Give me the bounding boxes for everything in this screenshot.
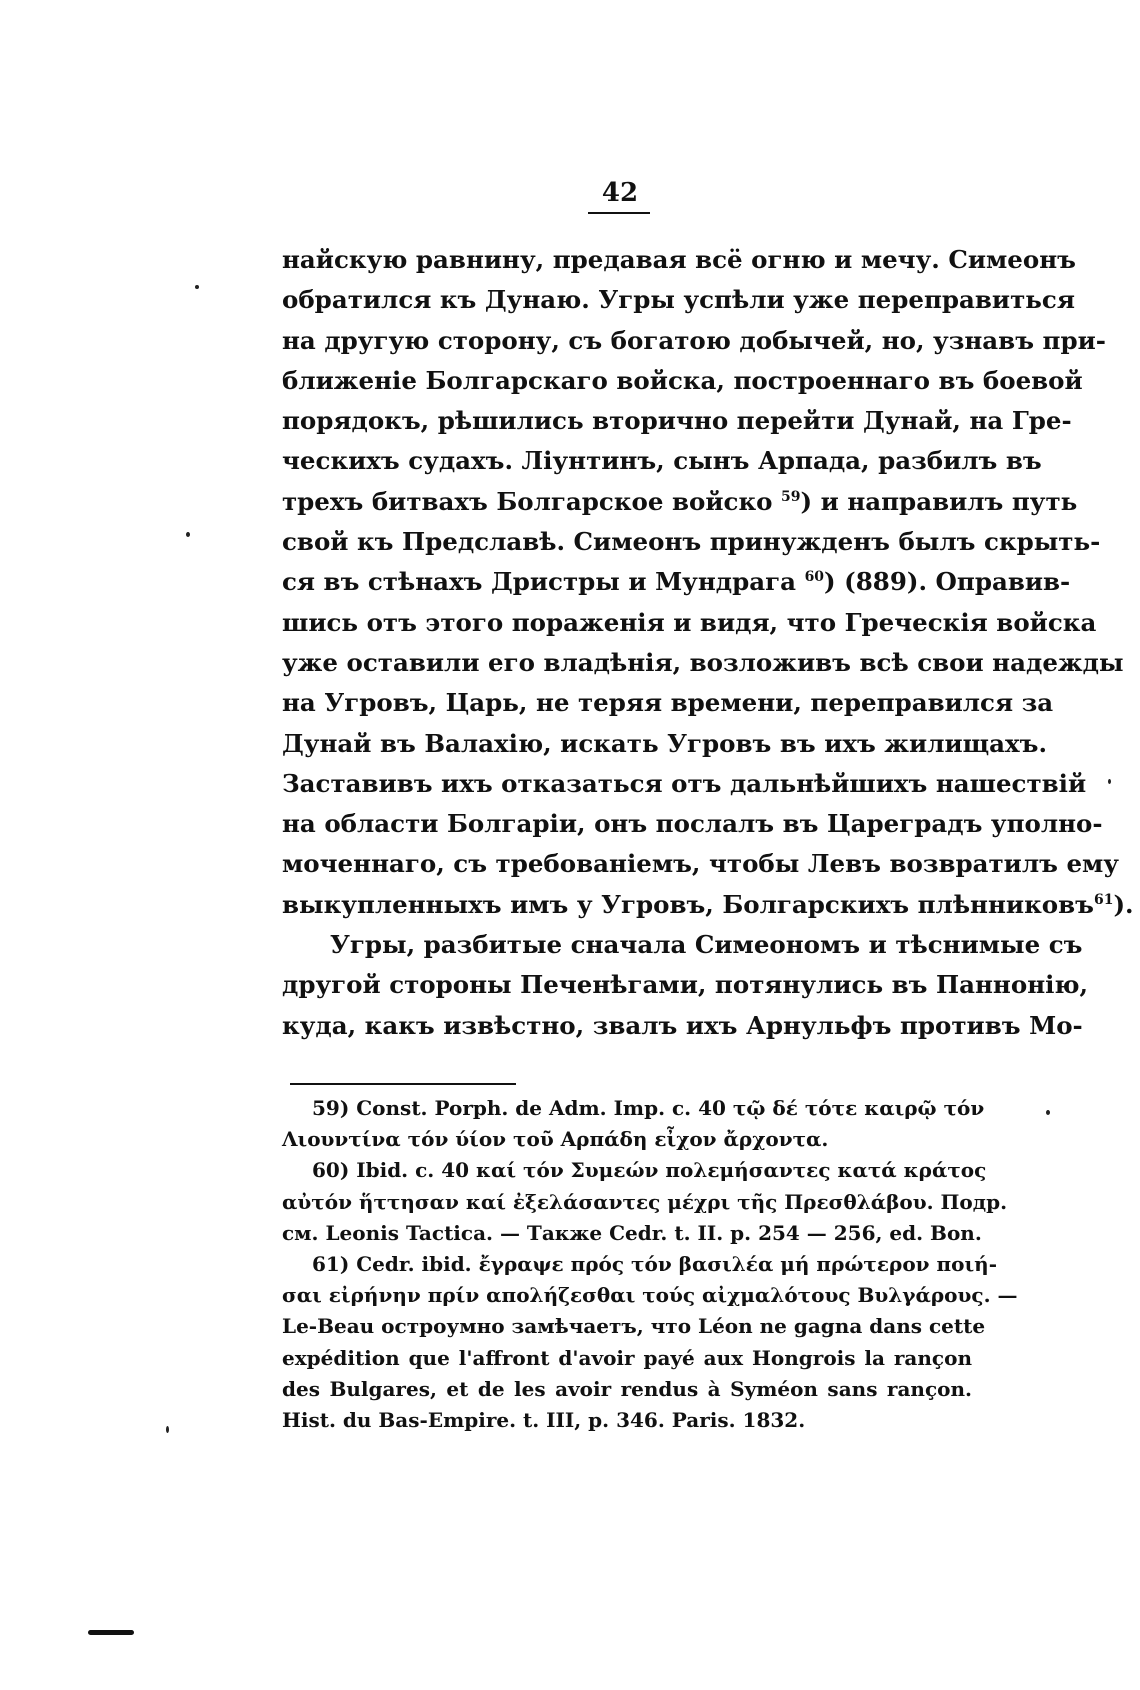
scan-speck <box>1046 1110 1050 1115</box>
text-segment: ). <box>1113 889 1134 919</box>
footnote-line: Le-Beau остроумно замѣчаетъ, что Léon ne gagna dans cette <box>282 1314 986 1339</box>
text-line <box>282 562 1071 602</box>
page-number: 42 <box>601 178 639 208</box>
scan-edge-mark <box>88 1630 134 1635</box>
text-line: ближеніе Болгарскаго войска, построеннаго въ боевой <box>282 365 1083 395</box>
scan-speck <box>1108 779 1111 784</box>
text-line: свой къ Предславѣ. Симеонъ принужденъ былъ скрыть- <box>282 527 1101 557</box>
footnote-ref-59: 59 <box>781 488 801 505</box>
text-segment: ) и направилъ путь <box>800 486 1078 516</box>
text-line: шись отъ этого пораженія и видя, что Греческія войска <box>282 607 1097 637</box>
footnote-separator <box>290 1083 516 1085</box>
text-line: другой стороны Печенѣгами, потянулись въ Паннонію, <box>282 970 1089 1000</box>
scan-speck <box>166 1426 169 1433</box>
footnote-line: Hist. du Bas-Empire. t. III, p. 346. Paris. 1832. <box>282 1407 806 1432</box>
footnote-line: expédition que l'affront d'avoir payé aux Hongrois la rançon <box>282 1345 972 1370</box>
main-text <box>282 240 1134 1046</box>
text-line: порядокъ, рѣшились вторично перейти Дунай, на Гре- <box>282 406 1072 436</box>
text-line <box>282 885 1134 925</box>
text-segment: ся въ стѣнахъ Дристры и Мундрага <box>282 567 797 597</box>
text-segment: трехъ битвахъ Болгарское войско <box>282 486 773 516</box>
footnote-line: 59) Const. Porph. de Adm. Imp. c. 40 τῷ δέ τότε καιρῷ τόν <box>312 1096 985 1120</box>
text-segment: выкупленныхъ имъ у Угровъ, Болгарскихъ плѣнниковъ <box>282 889 1094 919</box>
text-line: на Угровъ, Царь, не теряя времени, переправился за <box>282 688 1054 718</box>
page-number-rule <box>588 212 650 214</box>
text-line: на другую сторону, съ богатою добычей, но, узнавъ при- <box>282 325 1106 355</box>
text-line: Угры, разбитые сначала Симеономъ и тѣснимые съ <box>330 930 1083 960</box>
text-line: уже оставили его владѣнія, возложивъ всѣ свои надежды <box>282 647 1124 677</box>
text-line: обратился къ Дунаю. Угры успѣли уже переправиться <box>282 285 1075 315</box>
text-line <box>282 482 1078 522</box>
scan-speck <box>186 532 190 537</box>
footnote-line: см. Leonis Tactica. — Также Cedr. t. II. p. 254 — 256, ed. Bon. <box>282 1220 982 1245</box>
footnote-line: αὐτόν ἥττησαν καί ἐξελάσαντες μέχρι τῆς Πρεσθλάβου. Подр. <box>282 1189 1008 1214</box>
footnote-ref-61: 61 <box>1093 891 1114 908</box>
footnotes <box>282 1093 1018 1436</box>
text-line: на области Болгаріи, онъ послалъ въ Цареградъ уполно- <box>282 809 1103 839</box>
footnote-line: 60) Ibid. c. 40 καί τόν Συμεών πολεμήσαντες κατά κράτος <box>312 1158 987 1183</box>
footnote-line: Λιουντίνα τόν ύίον τοῦ Αρπάδη εἶχον ἄρχοντα. <box>282 1127 829 1152</box>
text-line: куда, какъ извѣстно, звалъ ихъ Арнульфъ противъ Мо- <box>282 1010 1083 1040</box>
footnote-line: σαι εἰρήνην πρίν απολήζεσθαι τούς αἰχμαλότους Βυλγάρους. — <box>282 1283 1018 1308</box>
footnote-line: 61) Cedr. ibid. ἔγραψε πρός τόν βασιλέα μή πρώτερον ποιή- <box>312 1251 998 1276</box>
text-segment: ) (889). Оправив- <box>824 567 1071 597</box>
text-line: найскую равнину, предавая всё огню и мечу. Симеонъ <box>282 245 1076 274</box>
text-line: Заставивъ ихъ отказаться отъ дальнѣйшихъ нашествій <box>282 768 1087 798</box>
scan-speck <box>195 285 199 289</box>
footnote-ref-60: 60 <box>804 569 825 586</box>
text-line: ческихъ судахъ. Ліунтинъ, сынъ Арпада, разбилъ въ <box>282 446 1042 476</box>
text-line: Дунай въ Валахію, искать Угровъ въ ихъ жилищахъ. <box>282 728 1047 758</box>
text-line: моченнаго, съ требованіемъ, чтобы Левъ возвратилъ ему <box>282 849 1119 879</box>
footnote-line: des Bulgares, et de les avoir rendus à Syméon sans rançon. <box>282 1376 972 1401</box>
